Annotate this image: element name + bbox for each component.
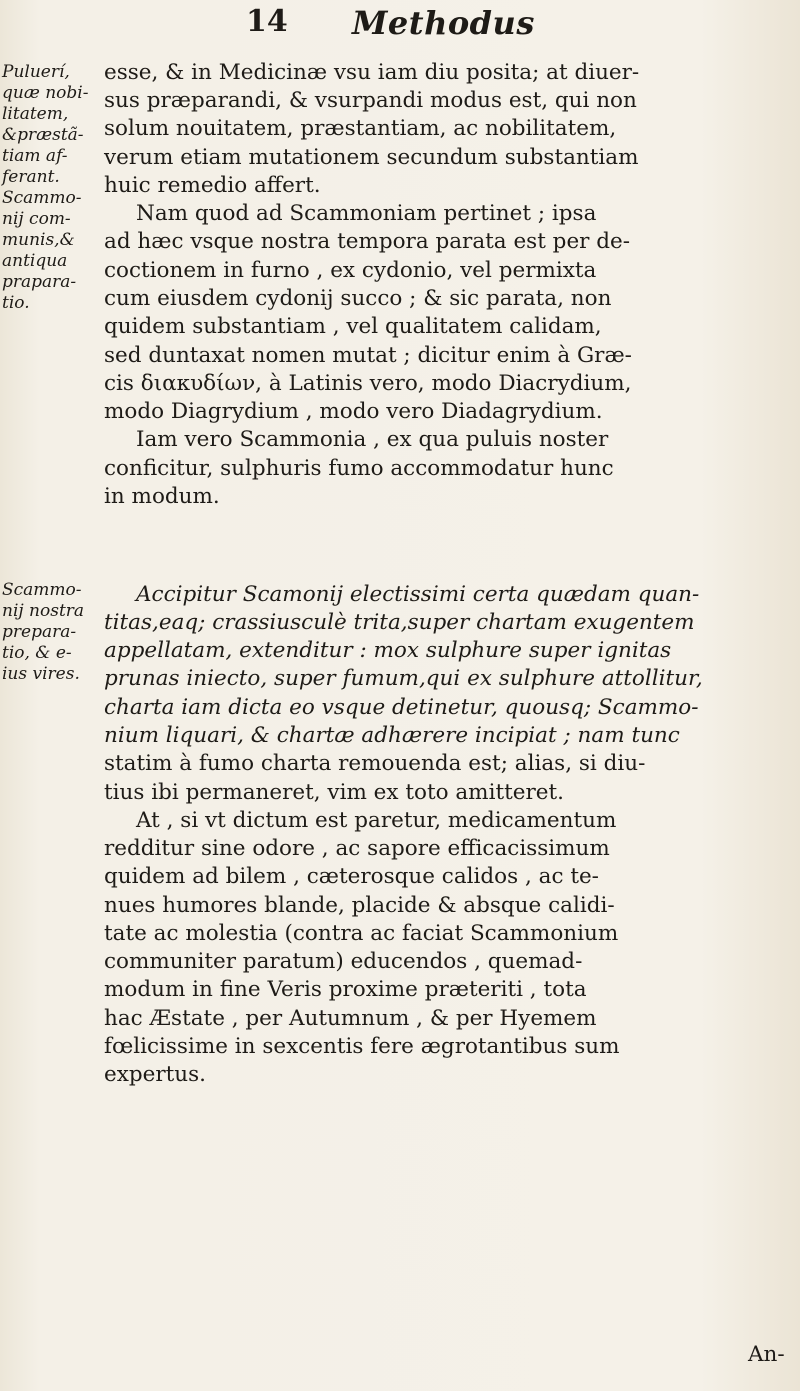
margin-note-line: prepara-	[2, 622, 77, 642]
text-line: ad hæc vsque nostra tempora parata est per de-	[104, 229, 631, 254]
margin-note-scammonij-communis	[2, 188, 92, 314]
recipe-line: charta iam dicta eo vsque detinetur, quousq; Scammo-	[104, 695, 699, 720]
text-line: conficitur, sulphuris fumo accommodatur hunc	[104, 456, 614, 481]
text-line: sus præparandi, & vsurpandi modus est, qui non	[104, 88, 637, 113]
text-line: statim à fumo charta remouenda est; alias, si diu-	[104, 751, 646, 776]
margin-note-line: nij nostra	[2, 601, 85, 621]
text-line: nues humores blande, placide & absque calidi-	[104, 893, 615, 918]
text-line: Nam quod ad Scammoniam pertinet ; ipsa	[136, 201, 597, 226]
text-line: hac Æstate , per Autumnum , & per Hyemem	[104, 1006, 597, 1031]
catchword: An-	[748, 1342, 785, 1367]
text-line: communiter paratum) educendos , quemad-	[104, 949, 583, 974]
margin-note-line: Scammo-	[2, 188, 82, 208]
margin-note-line: ius vires.	[2, 664, 80, 684]
text-line: tius ibi permaneret, vim ex toto amitteret.	[104, 780, 564, 805]
margin-note-line: litatem,	[2, 104, 69, 124]
text-line: in modum.	[104, 484, 220, 509]
text-line: coctionem in furno , ex cydonio, vel permixta	[104, 258, 597, 283]
margin-note-line: antiqua	[2, 251, 68, 271]
text-line: tate ac molestia (contra ac faciat Scammonium	[104, 921, 619, 946]
text-line: cis διακυδίων, à Latinis vero, modo Diacrydium,	[104, 371, 632, 396]
margin-note-line: tio.	[2, 293, 30, 313]
page-number: 14	[246, 4, 288, 39]
margin-note-line: nij com-	[2, 209, 71, 229]
text-line: fœlicissime in sexcentis fere ægrotantibus sum	[104, 1034, 620, 1059]
text-line: expertus.	[104, 1062, 206, 1087]
margin-note-line: tio, & e-	[2, 643, 72, 663]
text-line: Iam vero Scammonia , ex qua puluis noster	[136, 427, 609, 452]
margin-note-line: ferant.	[2, 167, 60, 187]
text-line: quidem ad bilem , cæterosque calidos , ac te-	[104, 864, 599, 889]
text-line: sed duntaxat nomen mutat ; dicitur enim à Græ-	[104, 343, 632, 368]
text-line: esse, & in Medicinæ vsu iam diu posita; at diuer-	[104, 60, 640, 85]
margin-note-line: quæ nobi-	[2, 83, 89, 103]
text-line: modo Diagrydium , modo vero Diadagrydium.	[104, 399, 603, 424]
text-line: quidem substantiam , vel qualitatem calidam,	[104, 314, 602, 339]
recipe-line: titas,eaq; crassiusculè trita,super chartam exugentem	[104, 610, 695, 635]
running-head: Methodus	[352, 4, 535, 42]
margin-note-line: tiam af-	[2, 146, 68, 166]
margin-note-line: munis,&	[2, 230, 75, 250]
recipe-line: appellatam, extenditur : mox sulphure super ignitas	[104, 638, 672, 663]
text-line: At , si vt dictum est paretur, medicamentum	[136, 808, 617, 833]
recipe-line: Accipitur Scamonij electissimi certa quædam quan-	[136, 582, 700, 607]
margin-note-scammonij-nostra	[2, 580, 92, 685]
margin-note-line: &præstã-	[2, 125, 84, 145]
margin-note-line: prapara-	[2, 272, 77, 292]
margin-note-line: Scammo-	[2, 580, 82, 600]
margin-note-pulueri	[2, 62, 92, 188]
text-line: modum in fine Veris proxime præteriti , tota	[104, 977, 587, 1002]
recipe-line: nium liquari, & chartæ adhærere incipiat ; nam tunc	[104, 723, 680, 748]
text-line: huic remedio affert.	[104, 173, 321, 198]
page-header	[0, 4, 800, 48]
text-line: cum eiusdem cydonij succo ; & sic parata, non	[104, 286, 612, 311]
recipe-line: prunas iniecto, super fumum,qui ex sulphure attollitur,	[104, 666, 703, 691]
text-line: redditur sine odore , ac sapore efficacissimum	[104, 836, 610, 861]
text-line: solum nouitatem, præstantiam, ac nobilitatem,	[104, 116, 617, 141]
margin-note-line: Puluerí,	[2, 62, 70, 82]
text-line: verum etiam mutationem secundum substantiam	[104, 145, 639, 170]
